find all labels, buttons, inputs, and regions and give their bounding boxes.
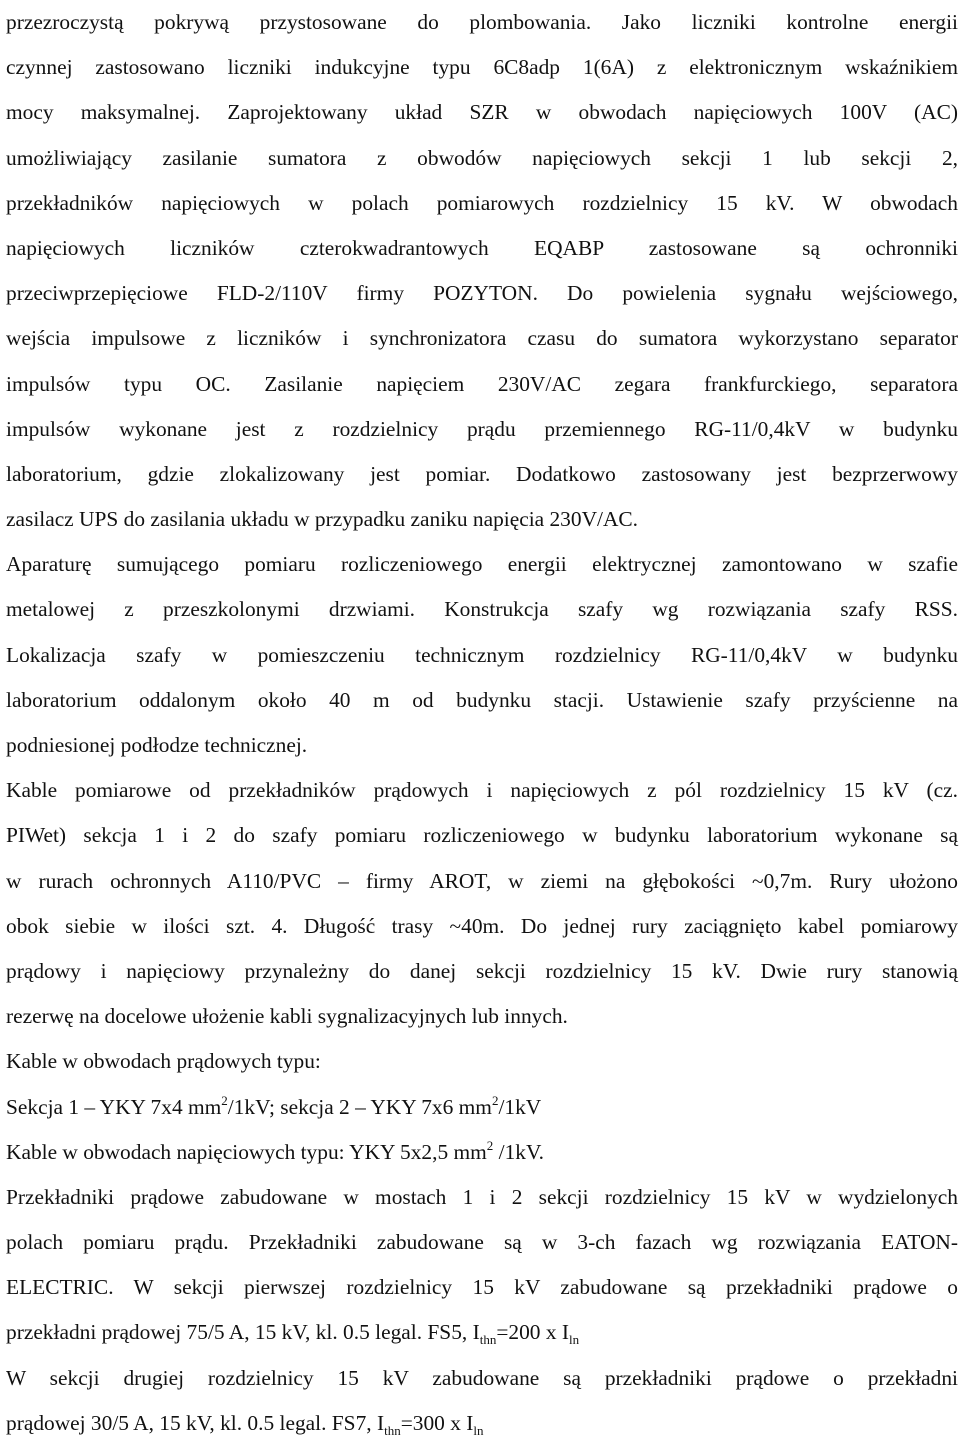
text-line: prądowy i napięciowy przynależny do danej sekcji rozdzielnicy 15 kV. Dwie rury stanowią bbox=[6, 958, 958, 983]
text-line: impulsów typu OC. Zasilanie napięciem 230V/AC zegara frankfurckiego, separatora bbox=[6, 371, 958, 396]
text-line: PIWet) sekcja 1 i 2 do szafy pomiaru rozliczeniowego w budynku laboratorium wykonane są bbox=[6, 823, 958, 848]
text-line: przeciwprzepięciowe FLD-2/110V firmy POZYTON. Do powielenia sygnału wejściowego, bbox=[6, 281, 958, 306]
text-line: metalowej z przeszkolonymi drzwiami. Konstrukcja szafy wg rozwiązania szafy RSS. bbox=[6, 597, 958, 622]
text-line: Kable w obwodach prądowych typu: bbox=[6, 1049, 321, 1074]
text-line: Lokalizacja szafy w pomieszczeniu technicznym rozdzielnicy RG-11/0,4kV w budynku bbox=[6, 642, 958, 667]
superscript: 2 bbox=[221, 1092, 228, 1108]
text-segment: Sekcja 1 – YKY 7x4 mm bbox=[6, 1094, 222, 1119]
text-segment: prądowej 30/5 A, 15 kV, kl. 0.5 legal. FS7, I bbox=[6, 1410, 385, 1435]
text-line: Aparaturę sumującego pomiaru rozliczeniowego energii elektrycznej zamontowano w szafie bbox=[6, 552, 958, 577]
subscript: thn bbox=[384, 1422, 401, 1438]
text-line: obok siebie w ilości szt. 4. Długość trasy ~40m. Do jednej rury zaciągnięto kabel pomiarowy bbox=[6, 913, 958, 938]
text-line: Kable pomiarowe od przekładników prądowych i napięciowych z pól rozdzielnicy 15 kV (cz. bbox=[6, 778, 958, 803]
text-line: wejścia impulsowe z liczników i synchronizatora czasu do sumatora wykorzystano separator bbox=[6, 326, 958, 351]
subscript: thn bbox=[479, 1332, 497, 1348]
superscript: 2 bbox=[491, 1092, 499, 1108]
voltage-cables-line bbox=[6, 1130, 958, 1175]
superscript: 2 bbox=[486, 1137, 494, 1153]
text-line: laboratorium, gdzie zlokalizowany jest pomiar. Dodatkowo zastosowany jest bezprzerwowy bbox=[6, 461, 958, 486]
text-line: umożliwiający zasilanie sumatora z obwodów napięciowych sekcji 1 lub sekcji 2, bbox=[6, 145, 958, 170]
text-line: w rurach ochronnych A110/PVC – firmy AROT, w ziemi na głębokości ~0,7m. Rury ułożono bbox=[6, 868, 958, 893]
text-segment: =300 x I bbox=[400, 1410, 474, 1435]
text-line: napięciowych liczników czterokwadrantowych EQABP zastosowane są ochronniki bbox=[6, 235, 958, 260]
text-line: czynnej zastosowano liczniki indukcyjne typu 6C8adp 1(6A) z elektronicznym wskaźnikiem bbox=[6, 55, 958, 80]
text-line: W sekcji drugiej rozdzielnicy 15 kV zabudowane są przekładniki prądowe o przekładni bbox=[6, 1365, 958, 1390]
text-line: polach pomiaru prądu. Przekładniki zabudowane są w 3-ch fazach wg rozwiązania EATON- bbox=[6, 1230, 958, 1255]
text-line: ELECTRIC. W sekcji pierwszej rozdzielnicy 15 kV zabudowane są przekładniki prądowe o bbox=[6, 1275, 958, 1300]
text-segment: przekładni prądowej 75/5 A, 15 kV, kl. 0.5 legal. FS5, I bbox=[6, 1320, 480, 1345]
text-segment: =200 x I bbox=[496, 1320, 570, 1345]
text-line: przezroczystą pokrywą przystosowane do plombowania. Jako liczniki kontrolne energii bbox=[6, 10, 958, 34]
text-line: Przekładniki prądowe zabudowane w mostach 1 i 2 sekcji rozdzielnicy 15 kV w wydzielonych bbox=[6, 1184, 958, 1209]
document-page bbox=[6, 0, 958, 1446]
text-line: podniesionej podłodze technicznej. bbox=[6, 733, 308, 757]
text-segment: Kable w obwodach napięciowych typu: YKY 5x2,5 mm bbox=[6, 1139, 487, 1164]
text-line: laboratorium oddalonym około 40 m od budynku stacji. Ustawienie szafy przyścienne na bbox=[6, 687, 958, 712]
text-line: mocy maksymalnej. Zaprojektowany układ SZR w obwodach napięciowych 100V (AC) bbox=[6, 100, 958, 125]
text-line: rezerwę na docelowe ułożenie kabli sygnalizacyjnych lub innych. bbox=[6, 1004, 568, 1029]
text-segment: /1kV; sekcja 2 – YKY 7x6 mm bbox=[227, 1094, 492, 1119]
subscript: ln bbox=[569, 1332, 580, 1348]
text-segment: /1kV bbox=[498, 1094, 542, 1119]
text-line: zasilacz UPS do zasilania układu w przypadku zaniku napięcia 230V/AC. bbox=[6, 507, 639, 532]
fs5-line bbox=[6, 1310, 958, 1355]
subscript: ln bbox=[473, 1422, 484, 1438]
fs7-line bbox=[6, 1401, 958, 1446]
text-line: impulsów wykonane jest z rozdzielnicy prądu przemiennego RG-11/0,4kV w budynku bbox=[6, 416, 958, 441]
text-line: przekładników napięciowych w polach pomiarowych rozdzielnicy 15 kV. W obwodach bbox=[6, 190, 958, 215]
current-cables-line bbox=[6, 1085, 958, 1130]
text-segment: /1kV. bbox=[493, 1139, 545, 1164]
